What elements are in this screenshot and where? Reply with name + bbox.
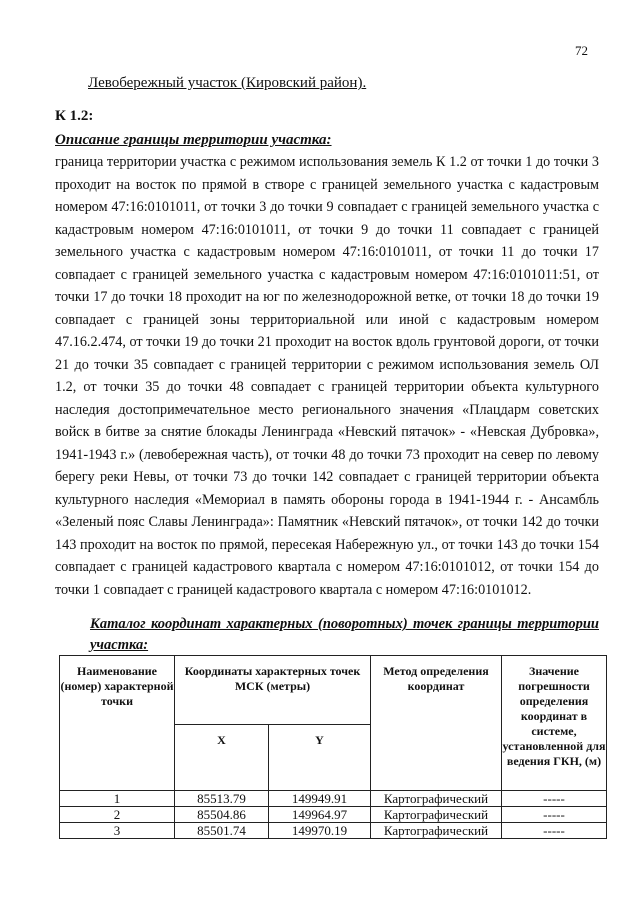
table-row — [60, 823, 607, 839]
error-cell: ----- — [502, 791, 607, 807]
catalog-heading — [90, 614, 599, 656]
table-row — [60, 791, 607, 807]
y-cell: 149970.19 — [269, 823, 371, 839]
error-cell: ----- — [502, 807, 607, 823]
x-cell: 85513.79 — [175, 791, 269, 807]
plot-id: К 1.2: — [55, 108, 94, 124]
section-title: Левобережный участок (Кировский район). — [88, 75, 367, 91]
error-cell: ----- — [502, 823, 607, 839]
catalog-heading-text: Каталог координат характерных (поворотных) точек границы территории участка: — [90, 616, 599, 653]
point-cell: 2 — [60, 807, 175, 823]
page-number: 72 — [575, 43, 588, 58]
header-y: Y — [269, 725, 371, 791]
table-header-row — [60, 656, 607, 725]
description-heading: Описание границы территории участка: — [55, 132, 332, 148]
x-cell: 85504.86 — [175, 807, 269, 823]
header-x: X — [175, 725, 269, 791]
method-cell: Картографический — [371, 807, 502, 823]
coordinates-table — [59, 655, 607, 839]
method-cell: Картографический — [371, 823, 502, 839]
header-coordinates: Координаты характерных точек МСК (метры) — [175, 656, 371, 725]
point-cell: 3 — [60, 823, 175, 839]
boundary-description: граница территории участка с режимом использования земель К 1.2 от точки 1 до точки 3 проходит на восток по прямой в створе с границей земельного участка с кадастровым номером 47:16:0101011, от точки 3 до точки 9 совпадает с границей земельного участка с кадастровым номером 47:16:0101011, от точки 9 до точки 11 совпадает с границей земельного участка с кадастровым номером 47:16:0101011, от точки 11 до точки 17 совпадает с границей земельного участка с кадастровым номером 47:16:0101011:51, от точки 17 до точки 18 проходит на юг по железнодорожной ветке, от точки 18 до точки 19 совпадает с границей зоны территориальной или иной с кадастровым номером 47.16.2.474, от точки 19 до точки 21 проходит на восток вдоль грунтовой дороги, от точки 21 до точки 35 совпадает с границей территории с режимом использования земель ОЛ 1.2, от точки 35 до точки 48 совпадает с границей территории объекта культурного наследия достопримечательное место регионального значения «Плацдарм советских войск в битве за снятие блокады Ленинграда «Невский пятачок» - «Невская Дубровка», 1941-1943 г.» (левобережная часть), от точки 48 до точки 73 проходит на север по левому берегу реки Невы, от точки 73 до точки 142 совпадает с границей территории объекта культурного наследия «Мемориал в память обороны города в 1941-1944 г. - Ансамбль «Зеленый пояс Славы Ленинграда»: Памятник «Невский пятачок», от точки 142 до точки 143 проходит на восток по прямой, пересекая Набережную ул., от точки 143 до точки 154 совпадает с границей кадастрового квартала с номером 47:16:0101012, от точки 154 до точки 1 совпадает с границей кадастрового квартала с номером 47:16:0101012. — [55, 154, 599, 598]
x-cell: 85501.74 — [175, 823, 269, 839]
header-error: Значение погрешности определения координат в системе, установленной для ведения ГКН, (м) — [502, 656, 607, 791]
y-cell: 149949.91 — [269, 791, 371, 807]
header-method: Метод определения координат — [371, 656, 502, 791]
method-cell: Картографический — [371, 791, 502, 807]
table-row — [60, 807, 607, 823]
header-point-name: Наименование (номер) характерной точки — [60, 656, 175, 791]
y-cell: 149964.97 — [269, 807, 371, 823]
point-cell: 1 — [60, 791, 175, 807]
